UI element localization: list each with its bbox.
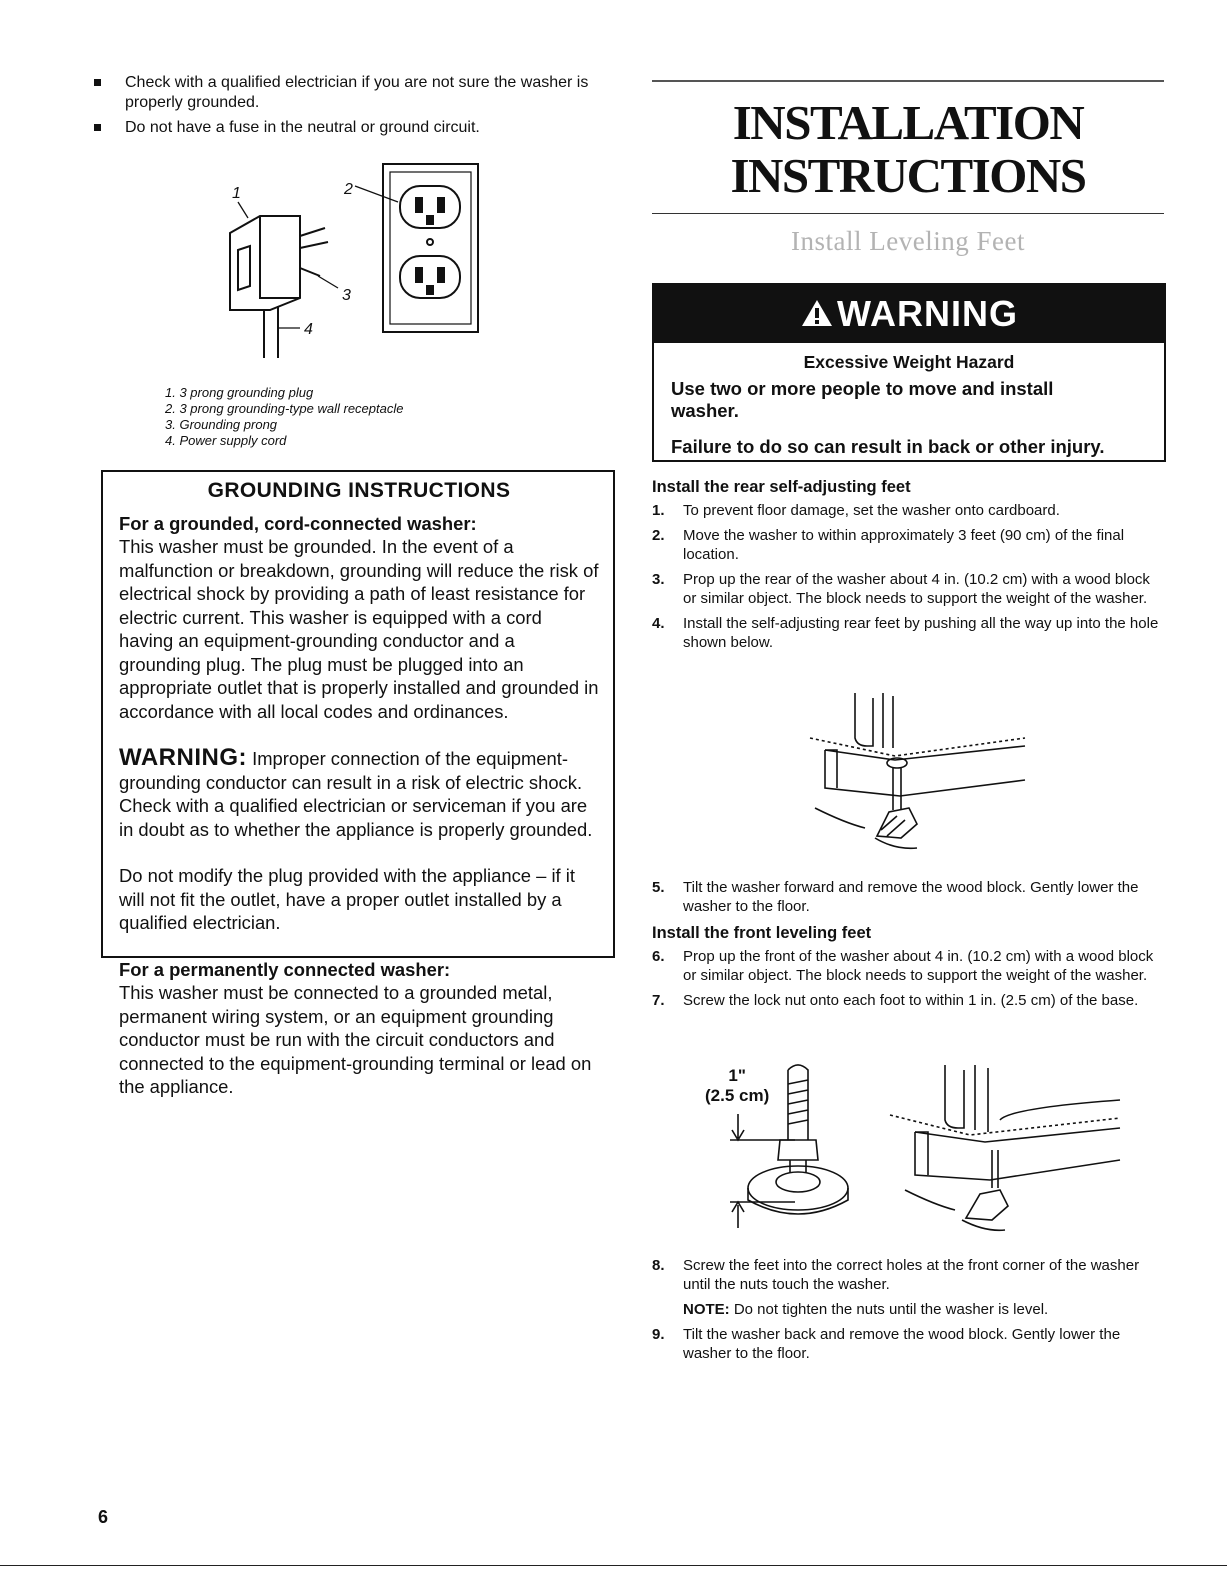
plug-body (230, 216, 300, 310)
step-text: Prop up the rear of the washer about 4 in. (10.2 cm) with a wood block or similar object. The block needs to support the weight of the washer. (683, 571, 1150, 607)
top-rule (652, 80, 1164, 82)
measure-inch: 1" (728, 1066, 746, 1085)
lock-nut (778, 1140, 818, 1160)
note-label: NOTE: (683, 1301, 730, 1318)
power-cord (264, 306, 278, 358)
grounding-title: GROUNDING INSTRUCTIONS (207, 479, 511, 502)
step-item (652, 1325, 1167, 1363)
front-foot-illustration (700, 1060, 1130, 1245)
bullet-square-icon (94, 124, 101, 131)
step-text: Screw the lock nut onto each foot to within 1 in. (2.5 cm) of the base. (683, 992, 1139, 1009)
step-text: Tilt the washer back and remove the wood block. Gently lower the washer to the floor. (683, 1326, 1121, 1362)
page-title (652, 96, 1164, 202)
rear-feet-steps (652, 478, 1167, 658)
grounding-paragraph: This washer must be grounded. In the event of a malfunction or breakdown, grounding will reduce the risk of electrical shock by providing a path of least resistance for electric current. This washer is equipped with a cord having an equipment-grounding conductor and a grounding plug. The plug must be plugged into an appropriate outlet that is properly installed and grounded in accordance with all local codes and ordinances. (119, 536, 599, 722)
step-item (652, 501, 1167, 520)
callout-2: 2 (344, 181, 353, 198)
step-5-block (652, 878, 1167, 922)
warning-label: WARNING (837, 293, 1018, 334)
bullet-item (92, 118, 602, 138)
note-item (652, 1300, 1167, 1319)
legend-item: 3. Grounding prong (165, 417, 278, 432)
warning-triangle-icon (800, 298, 834, 328)
measure-cm: (2.5 cm) (705, 1086, 770, 1105)
section-title: Install Leveling Feet (791, 226, 1025, 256)
callout-3: 3 (342, 287, 351, 304)
title-line: INSTALLATION (732, 95, 1084, 150)
title-line: INSTRUCTIONS (730, 148, 1086, 203)
step-item (652, 570, 1167, 608)
rear-feet-heading: Install the rear self-adjusting feet (652, 478, 911, 496)
step-number: 7. (652, 992, 665, 1009)
step-number: 2. (652, 527, 665, 544)
legend-item: 4. Power supply cord (165, 433, 287, 448)
warning-text: Improper connection of the equipment-grounding conductor can result in a risk of electric shock. Check with a qualified electrician or serviceman if you are in doubt as to whether the appliance is properly grounded. (119, 748, 593, 840)
legend-item: 2. 3 prong grounding-type wall receptacle (165, 401, 404, 416)
step-text: To prevent floor damage, set the washer onto cardboard. (683, 502, 1060, 519)
bullet-text: Check with a qualified electrician if you are not sure the washer is properly grounded. (125, 74, 589, 111)
grounding-subheading: For a permanently connected washer: (119, 958, 451, 980)
step-text: Screw the feet into the correct holes at the front corner of the washer until the nuts touch the washer. (683, 1257, 1140, 1293)
intro-bullets (92, 73, 602, 143)
grounding-subheading: For a grounded, cord-connected washer: (119, 512, 477, 534)
step-number: 4. (652, 615, 665, 632)
bullet-item (92, 73, 602, 113)
warning-header (654, 285, 1164, 343)
grounding-plug-illustration (220, 158, 500, 368)
weight-warning-box (652, 283, 1166, 462)
hazard-instruction: Use two or more people to move and install washer. (671, 378, 1054, 421)
step-text: Install the self-adjusting rear feet by pushing all the way up into the hole shown below. (683, 615, 1159, 651)
bullet-square-icon (94, 79, 101, 86)
step-item (652, 991, 1167, 1010)
step-item (652, 614, 1167, 652)
step-text: Tilt the washer forward and remove the wood block. Gently lower the washer to the floor. (683, 879, 1139, 915)
callout-4: 4 (304, 321, 313, 338)
warning-word: WARNING: (119, 744, 247, 771)
page-number: 6 (98, 1507, 109, 1527)
callout-1: 1 (232, 185, 241, 202)
front-feet-heading: Install the front leveling feet (652, 924, 872, 942)
legend-item: 1. 3 prong grounding plug (165, 385, 314, 400)
grounding-paragraph: This washer must be connected to a grounded metal, permanent wiring system, or an equipment grounding conductor must be run with the circuit conductors and connected to the equipment-grounding terminal or lead on the appliance. (119, 982, 592, 1097)
grounding-warning (119, 746, 599, 841)
section-rule (652, 213, 1164, 214)
grounding-paragraph: Do not modify the plug provided with the appliance – if it will not fit the outlet, have a proper outlet installed by a qualified electrician. (119, 865, 575, 933)
note-text: Do not tighten the nuts until the washer is level. (733, 1301, 1049, 1318)
rear-foot-illustration (805, 688, 1035, 863)
step-text: Prop up the front of the washer about 4 in. (10.2 cm) with a wood block or similar object. The block needs to support the weight of the washer. (683, 948, 1154, 984)
final-steps (652, 1256, 1167, 1369)
step-number: 9. (652, 1326, 665, 1343)
step-item (652, 1256, 1167, 1294)
step-number: 1. (652, 502, 665, 519)
front-feet-steps (652, 924, 1167, 1016)
step-number: 5. (652, 879, 665, 896)
grounding-instructions-box (101, 470, 615, 1097)
bullet-text: Do not have a fuse in the neutral or ground circuit. (125, 119, 480, 136)
hazard-consequence: Failure to do so can result in back or other injury. (671, 436, 1105, 457)
step-text: Move the washer to within approximately 3 feet (90 cm) of the final location. (683, 527, 1125, 563)
step-item (652, 878, 1167, 916)
wood-block (825, 746, 1025, 796)
step-item (652, 947, 1167, 985)
hazard-title: Excessive Weight Hazard (803, 352, 1015, 372)
step-number: 3. (652, 571, 665, 588)
step-number: 8. (652, 1257, 665, 1274)
step-item (652, 526, 1167, 564)
bottom-rule (0, 1565, 1227, 1566)
plug-legend (165, 385, 403, 449)
wall-receptacle (383, 164, 478, 332)
step-number: 6. (652, 948, 665, 965)
